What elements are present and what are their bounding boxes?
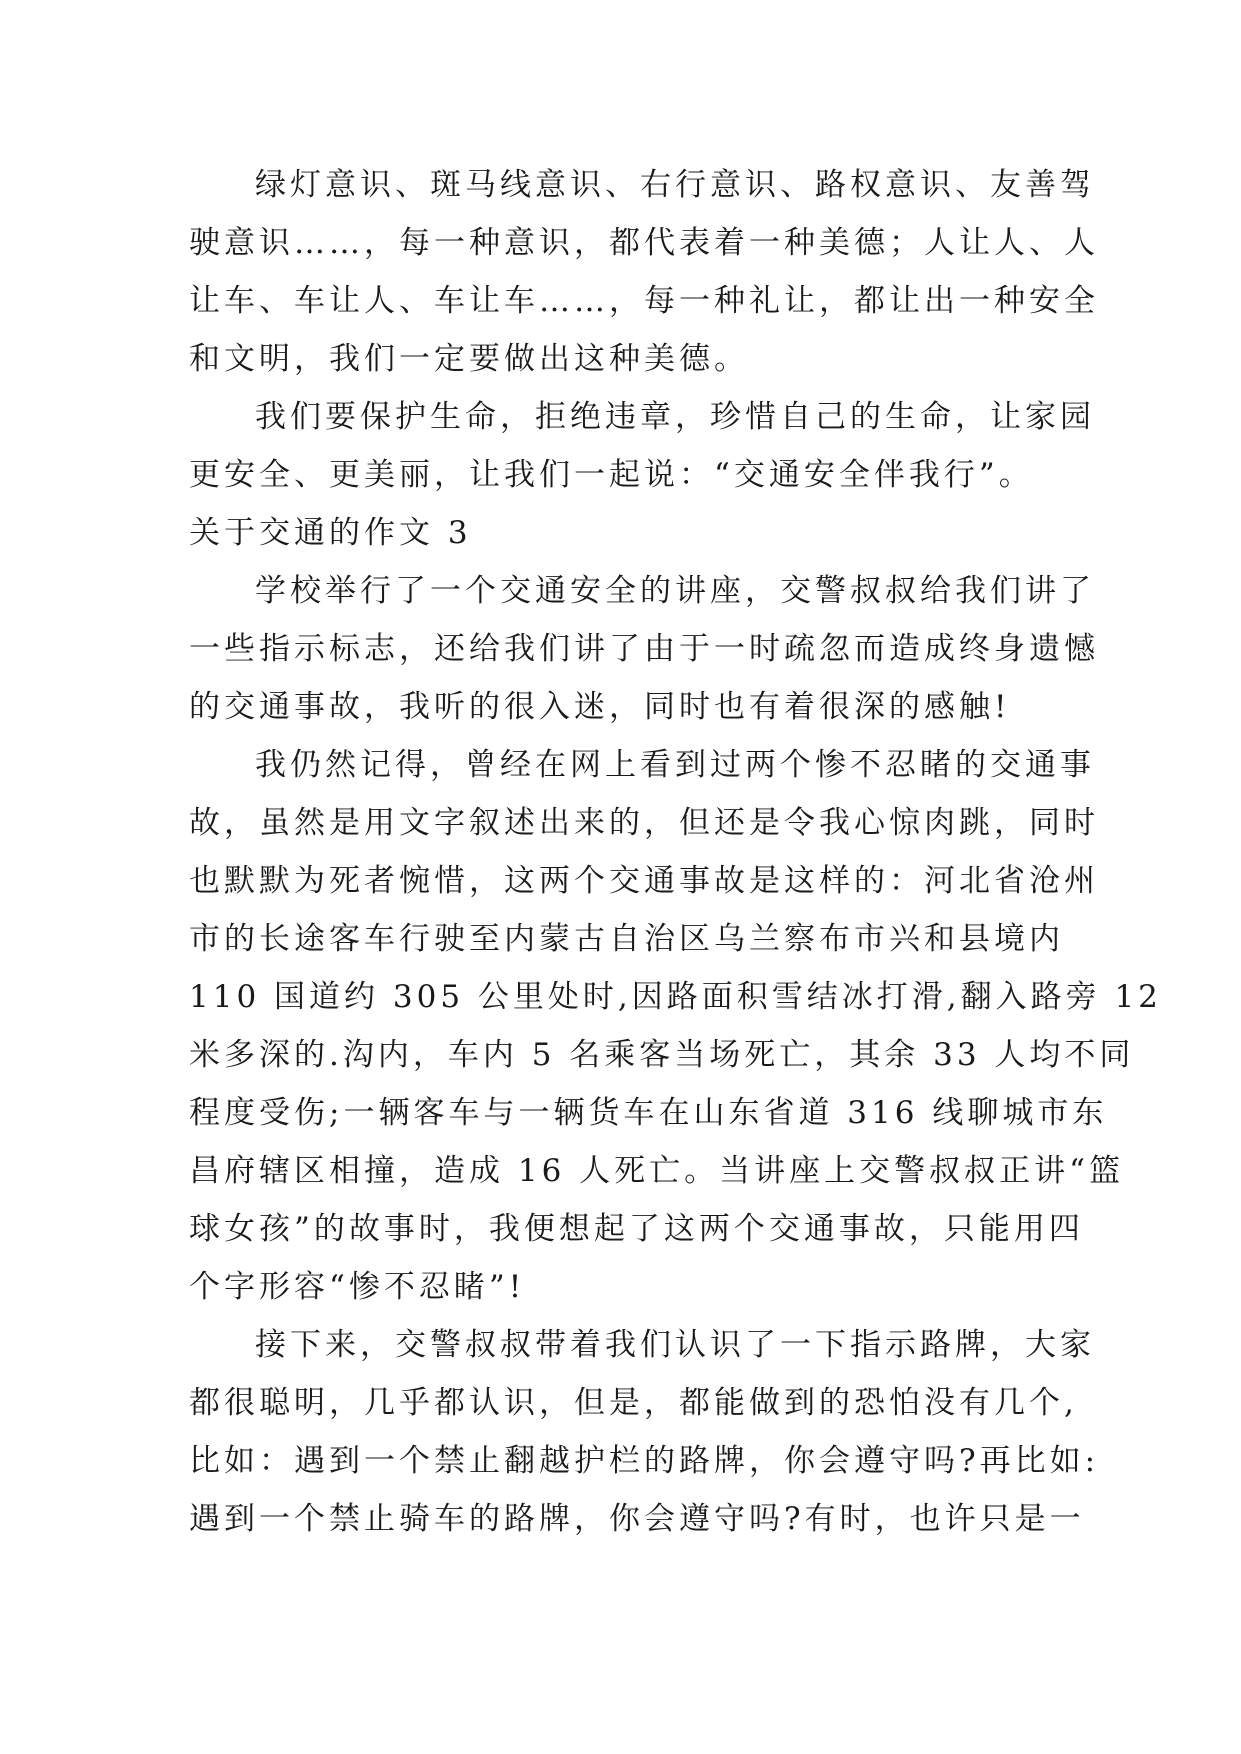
paragraph-line: 个字形容“惨不忍睹”! [189, 1269, 526, 1305]
paragraph-line: 和文明，我们一定要做出这种美德。 [189, 341, 749, 377]
paragraph-line: 昌府辖区相撞，造成 16 人死亡。当讲座上交警叔叔正讲“篮 [189, 1153, 1124, 1189]
paragraph-line: 程度受伤;一辆客车与一辆货车在山东省道 316 线聊城市东 [189, 1095, 1108, 1131]
paragraph-line: 也默默为死者惋惜，这两个交通事故是这样的：河北省沧州 [189, 863, 1099, 899]
paragraph-line: 都很聪明，几乎都认识，但是，都能做到的恐怕没有几个, [189, 1385, 1078, 1421]
paragraph-line: 我仍然记得，曾经在网上看到过两个惨不忍睹的交通事 [255, 747, 1095, 783]
paragraph-line: 米多深的.沟内，车内 5 名乘客当场死亡，其余 33 人均不同 [189, 1037, 1135, 1073]
paragraph-line: 一些指示标志，还给我们讲了由于一时疏忽而造成终身遗憾 [189, 631, 1099, 667]
paragraph-line: 让车、车让人、车让车……，每一种礼让，都让出一种安全 [189, 283, 1099, 319]
paragraph-line: 110 国道约 305 公里处时,因路面积雪结冰打滑,翻入路旁 12 [189, 979, 1162, 1015]
paragraph-line: 市的长途客车行驶至内蒙古自治区乌兰察布市兴和县境内 [189, 921, 1064, 957]
paragraph-line: 遇到一个禁止骑车的路牌，你会遵守吗?有时，也许只是一 [189, 1501, 1085, 1537]
document-body [189, 156, 1162, 1548]
paragraph-line: 绿灯意识、斑马线意识、右行意识、路权意识、友善驾 [255, 167, 1095, 203]
paragraph-line: 球女孩”的故事时，我便想起了这两个交通事故，只能用四 [189, 1211, 1084, 1247]
paragraph-line: 故，虽然是用文字叙述出来的，但还是令我心惊肉跳，同时 [189, 805, 1099, 841]
paragraph-line: 学校举行了一个交通安全的讲座，交警叔叔给我们讲了 [255, 573, 1095, 609]
section-heading: 关于交通的作文 3 [189, 515, 472, 551]
paragraph-line: 我们要保护生命，拒绝违章，珍惜自己的生命，让家园 [255, 399, 1095, 435]
paragraph-line: 比如：遇到一个禁止翻越护栏的路牌，你会遵守吗?再比如: [189, 1443, 1100, 1479]
paragraph-line: 接下来，交警叔叔带着我们认识了一下指示路牌，大家 [255, 1327, 1095, 1363]
paragraph-line: 驶意识……，每一种意识，都代表着一种美德；人让人、人 [189, 225, 1099, 261]
paragraph-line: 的交通事故，我听的很入迷，同时也有着很深的感触! [189, 689, 1011, 725]
paragraph-line: 更安全、更美丽，让我们一起说：“交通安全伴我行”。 [189, 457, 1034, 493]
